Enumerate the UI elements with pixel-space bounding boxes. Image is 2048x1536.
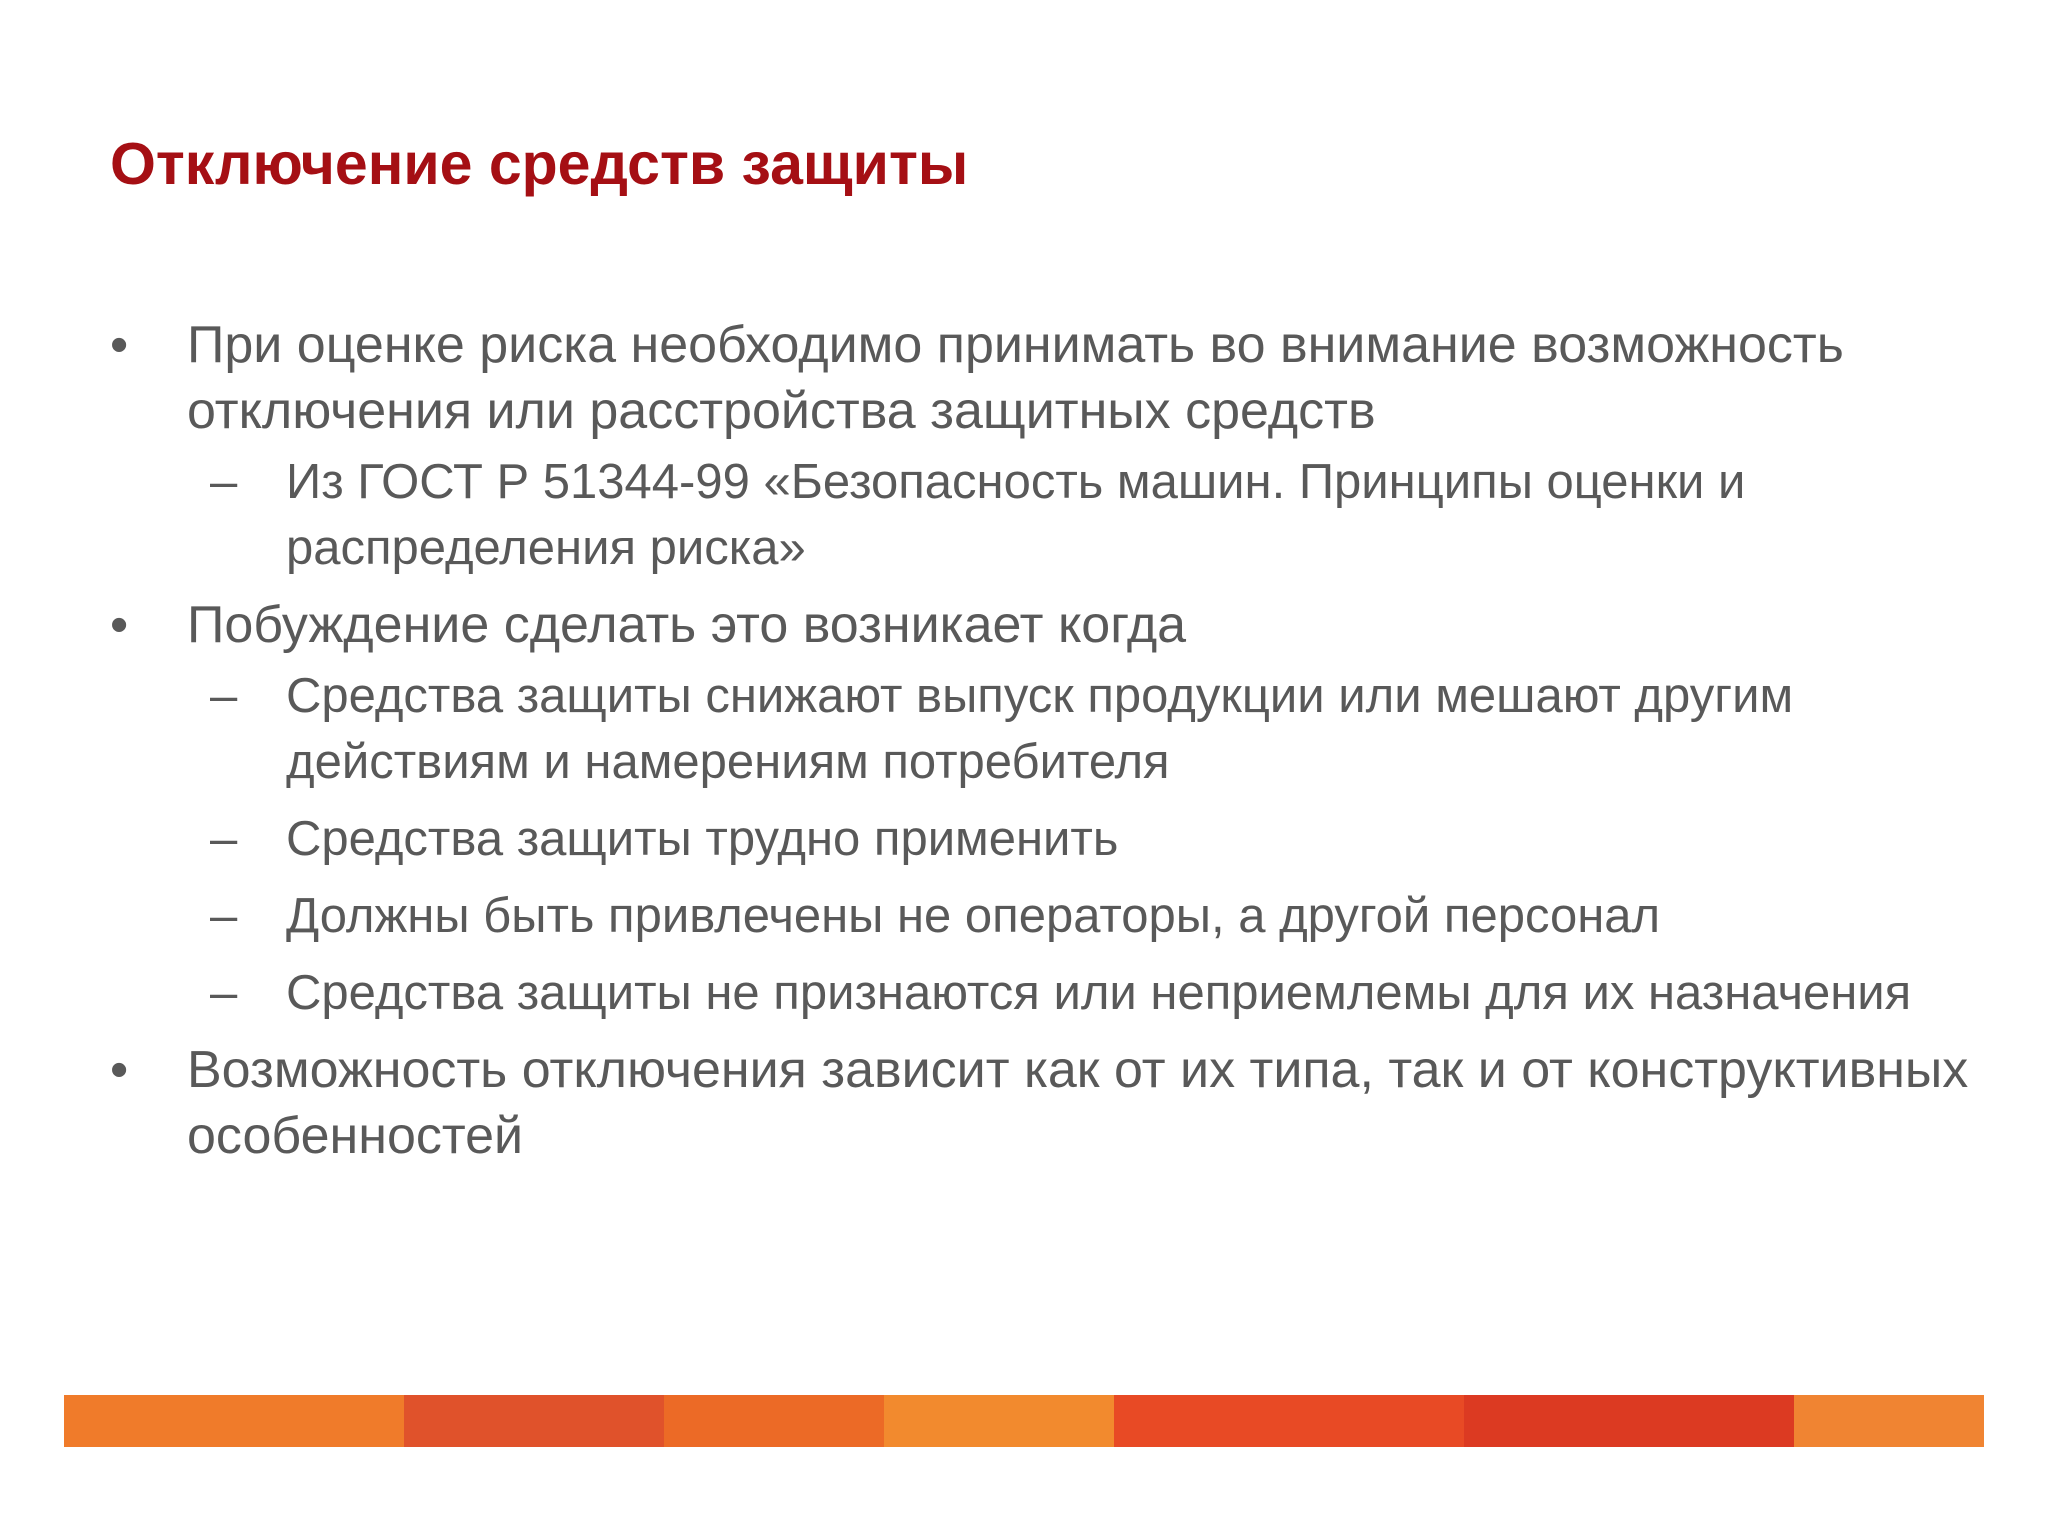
sub-bullet-text: Из ГОСТ Р 51344-99 «Безопасность машин. Принципы оценки и распределения риска»	[286, 455, 1746, 575]
bullet-text: При оценке риска необходимо принимать во внимание возможность отключения или расстройства защитных средств	[187, 316, 1844, 440]
footer-band-segment	[1114, 1395, 1464, 1447]
dash-icon: –	[210, 455, 238, 509]
sub-bullet-text: Средства защиты трудно применить	[286, 812, 1119, 866]
sub-bullet-item	[210, 960, 1990, 1026]
footer-band-segment	[664, 1395, 884, 1447]
footer-band-segment	[1464, 1395, 1794, 1447]
footer-band-segment	[1794, 1395, 1984, 1447]
footer-decorative-band	[64, 1395, 1984, 1447]
footer-band-segment	[64, 1395, 404, 1447]
sub-bullet-text: Средства защиты снижают выпуск продукции или мешают другим действиям и намерениям потребителя	[286, 669, 1794, 789]
bullet-icon: •	[110, 316, 129, 374]
footer-band-segment	[884, 1395, 1114, 1447]
sub-bullet-item	[210, 883, 1990, 949]
bullet-icon: •	[110, 1041, 129, 1099]
sub-bullet-item	[210, 806, 1990, 872]
sub-bullet-item	[210, 449, 1990, 581]
sub-bullet-item	[210, 663, 1990, 795]
dash-icon: –	[210, 966, 238, 1020]
bullet-list	[110, 312, 1990, 1169]
bullet-text: Побуждение сделать это возникает когда	[187, 596, 1187, 654]
footer-band-segment	[404, 1395, 664, 1447]
sub-bullet-text: Средства защиты не признаются или неприемлемы для их назначения	[286, 966, 1912, 1020]
dash-icon: –	[210, 669, 238, 723]
bullet-item	[110, 1037, 1990, 1169]
dash-icon: –	[210, 812, 238, 866]
bullet-item	[110, 312, 1990, 444]
bullet-item	[110, 592, 1990, 658]
sub-bullet-text: Должны быть привлечены не операторы, а другой персонал	[286, 889, 1661, 943]
dash-icon: –	[210, 889, 238, 943]
bullet-text: Возможность отключения зависит как от их типа, так и от конструктивных особенностей	[187, 1041, 1969, 1165]
slide-title: Отключение средств защиты	[110, 131, 969, 197]
bullet-icon: •	[110, 596, 129, 654]
